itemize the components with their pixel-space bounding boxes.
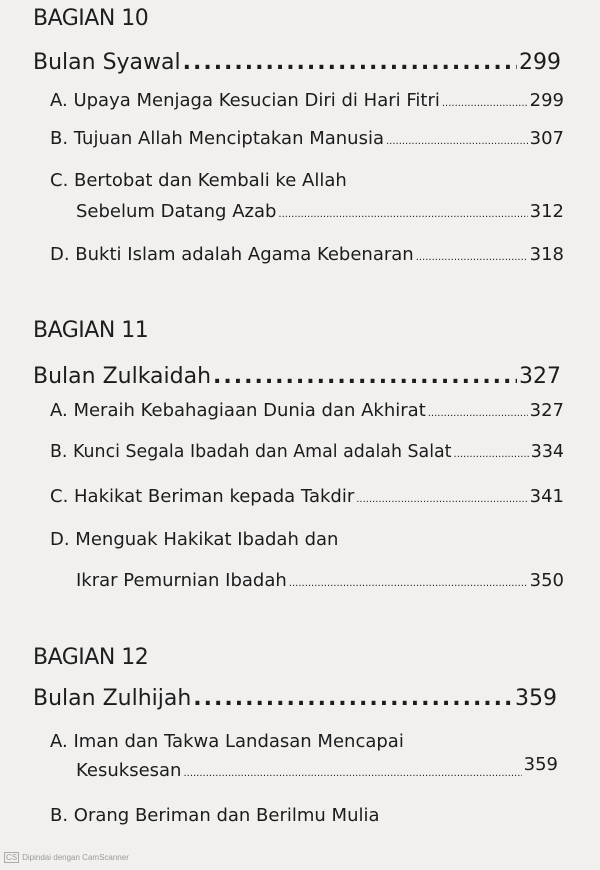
- dot-leader: [289, 570, 528, 591]
- camscanner-logo: CS: [6, 853, 18, 862]
- toc-entry[interactable]: [50, 90, 564, 111]
- chapter-line[interactable]: [33, 50, 561, 75]
- page-number: 327: [529, 400, 564, 421]
- scanner-watermark: [4, 853, 129, 862]
- page-number: 350: [529, 570, 564, 591]
- page-number: 341: [529, 486, 564, 507]
- chapter-title: Bulan Syawal: [33, 50, 181, 75]
- page-number: 307: [529, 128, 564, 149]
- watermark-text: Dipindai dengan CamScanner: [22, 853, 129, 862]
- entry-title: A. Upaya Menjaga Kesucian Diri di Hari Fitri: [50, 90, 440, 111]
- page-number: 299: [529, 90, 564, 111]
- entry-title: B. Tujuan Allah Menciptakan Manusia: [50, 128, 384, 149]
- page-number: 299: [519, 50, 561, 75]
- entry-title: D. Bukti Islam adalah Agama Kebenaran: [50, 244, 414, 265]
- entry-title: B. Kunci Segala Ibadah dan Amal adalah Salat: [50, 442, 452, 462]
- dot-leader: [183, 50, 517, 75]
- entry-title: A. Meraih Kebahagiaan Dunia dan Akhirat: [50, 400, 426, 421]
- toc-entry[interactable]: [50, 400, 564, 421]
- dot-leader: [386, 128, 528, 149]
- dot-leader: [193, 686, 513, 711]
- chapter-line[interactable]: [33, 686, 557, 711]
- toc-entry[interactable]: [50, 128, 564, 149]
- entry-title-line1: A. Iman dan Takwa Landasan Mencapai: [50, 731, 404, 752]
- entry-title-line1: C. Bertobat dan Kembali ke Allah: [50, 170, 347, 191]
- entry-title: Sebelum Datang Azab: [76, 201, 277, 222]
- dot-leader: [416, 244, 528, 265]
- chapter-line[interactable]: [33, 364, 561, 389]
- page-number: 327: [519, 364, 561, 389]
- toc-entry[interactable]: [76, 754, 558, 781]
- chapter-title: Bulan Zulkaidah: [33, 364, 212, 389]
- toc-entry[interactable]: [76, 201, 564, 222]
- part-label: BAGIAN 11: [33, 318, 149, 343]
- chapter-title: Bulan Zulhijah: [33, 686, 192, 711]
- toc-entry[interactable]: [50, 244, 564, 265]
- dot-leader: [278, 201, 527, 222]
- page-number: 359: [515, 686, 557, 711]
- part-label: BAGIAN 10: [33, 6, 149, 31]
- entry-title: Ikrar Pemurnian Ibadah: [76, 570, 287, 591]
- toc-entry[interactable]: [50, 442, 564, 462]
- toc-entry[interactable]: [50, 486, 564, 507]
- entry-title: C. Hakikat Beriman kepada Takdir: [50, 486, 355, 507]
- dot-leader: [428, 400, 528, 421]
- dot-leader: [356, 486, 527, 507]
- dot-leader: [213, 364, 517, 389]
- dot-leader: [442, 90, 528, 111]
- dot-leader: [183, 760, 521, 781]
- entry-title: Kesuksesan: [76, 760, 182, 781]
- page-number: 312: [529, 201, 564, 222]
- dot-leader: [454, 442, 529, 462]
- entry-title-line1: B. Orang Beriman dan Berilmu Mulia: [50, 805, 380, 826]
- entry-title-line1: D. Menguak Hakikat Ibadah dan: [50, 529, 339, 550]
- page-number: 359: [523, 754, 558, 775]
- toc-entry[interactable]: [76, 570, 564, 591]
- page-number: 334: [530, 442, 564, 462]
- part-label: BAGIAN 12: [33, 645, 149, 670]
- page-number: 318: [529, 244, 564, 265]
